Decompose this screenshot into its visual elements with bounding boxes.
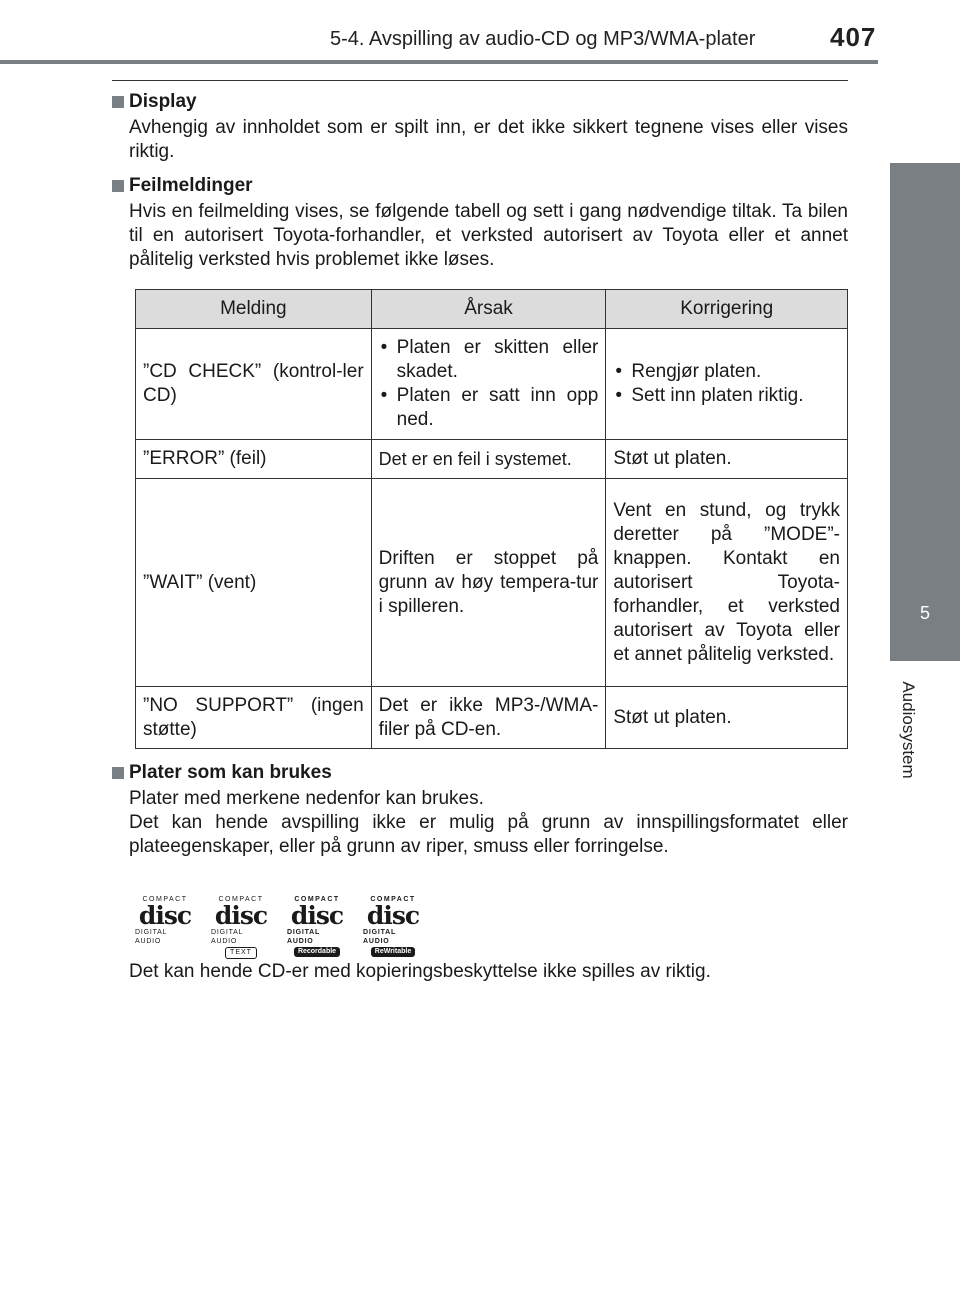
cause-cell: Det er ikke MP3-/WMA-filer på CD-en.	[371, 687, 606, 749]
heading-text: Display	[129, 91, 197, 112]
logo-sub-text: DIGITAL AUDIO	[211, 929, 244, 945]
cause-cell	[371, 329, 606, 440]
copy-protection-note: Det kan hende CD-er med kopieringsbeskyttelse ikke spilles av riktig.	[129, 961, 711, 982]
table-header-row	[136, 290, 848, 329]
table-row	[136, 687, 848, 749]
message-cell: ”ERROR” (feil)	[136, 440, 372, 479]
list-item: • Platen er skitten eller skadet.	[379, 336, 599, 384]
list-item: • Rengjør platen.	[613, 360, 840, 384]
column-header: Korrigering	[606, 290, 848, 329]
logo-disc-text: disc	[214, 901, 268, 930]
discs-text-1: Plater med merkene nedenfor kan brukes.	[129, 788, 484, 809]
display-text: Avhengig av innholdet som er spilt inn, er det ikke sikkert tegnene vises eller vises riktig.	[129, 117, 848, 162]
section-errors	[112, 175, 848, 272]
page-header-title: 5-4. Avspilling av audio-CD og MP3/WMA-plater	[330, 28, 756, 50]
errors-text: Hvis en feilmelding vises, se følgende tabell og sett i gang nødvendige tiltak. Ta bilen til en autorisert Toyota-forhandler, et verksted autorisert av Toyota eller et annet pålitelig verksted hvis problemet ikke løses.	[129, 201, 848, 270]
section-heading	[112, 175, 848, 197]
fix-cell	[606, 329, 848, 440]
table-row	[136, 329, 848, 440]
compact-disc-text-logo	[211, 895, 271, 956]
section-discs	[112, 762, 848, 859]
side-tab-number: 5	[919, 603, 930, 623]
page-number: 407	[830, 22, 877, 52]
fix-cell: Støt ut platen.	[606, 687, 848, 749]
table-row	[136, 440, 848, 479]
compact-disc-logo	[135, 895, 195, 947]
content-rule	[112, 80, 848, 81]
compact-disc-rewritable-logo	[363, 895, 423, 955]
heading-text: Feilmeldinger	[129, 175, 253, 196]
logo-badge: Recordable	[294, 947, 340, 957]
logo-disc-text: disc	[138, 901, 192, 930]
message-cell: ”CD CHECK” (kontrol-ler CD)	[136, 329, 372, 440]
section-display	[112, 91, 848, 164]
logo-sub-text: DIGITAL AUDIO	[363, 929, 396, 945]
disc-logos	[135, 895, 423, 956]
cause-cell: Driften er stoppet på grunn av høy tempera-tur i spilleren.	[371, 479, 606, 687]
list-item: • Platen er satt inn opp ned.	[379, 384, 599, 432]
heading-text: Plater som kan brukes	[129, 762, 332, 783]
message-cell: ”WAIT” (vent)	[136, 479, 372, 687]
error-message-table	[135, 289, 848, 749]
square-bullet-icon	[112, 96, 124, 108]
logo-compact-text: COMPACT	[370, 896, 416, 903]
list-item: • Sett inn platen riktig.	[613, 384, 840, 408]
logo-badge: ReWritable	[371, 947, 415, 957]
logo-badge: TEXT	[225, 947, 257, 959]
logo-compact-text: COMPACT	[142, 896, 188, 903]
compact-disc-recordable-logo	[287, 895, 347, 955]
fix-cell: Støt ut platen.	[606, 440, 848, 479]
square-bullet-icon	[112, 767, 124, 779]
logo-disc-text: disc	[366, 901, 420, 930]
logo-sub-text: DIGITAL AUDIO	[287, 929, 320, 945]
side-tab	[890, 163, 960, 661]
logo-disc-text: disc	[290, 901, 344, 930]
header-rule	[0, 60, 878, 64]
section-heading	[112, 762, 848, 784]
section-copy-note	[112, 957, 848, 984]
message-cell: ”NO SUPPORT” (ingen støtte)	[136, 687, 372, 749]
logo-compact-text: COMPACT	[294, 896, 340, 903]
column-header: Melding	[136, 290, 372, 329]
square-bullet-icon	[112, 180, 124, 192]
logo-compact-text: COMPACT	[218, 896, 264, 903]
section-heading	[112, 91, 848, 113]
side-tab-label-wrap	[897, 672, 919, 788]
column-header: Årsak	[371, 290, 606, 329]
table-row	[136, 479, 848, 687]
side-tab-label: Audiosystem	[899, 681, 918, 779]
logo-sub-text: DIGITAL AUDIO	[135, 929, 168, 945]
fix-cell: Vent en stund, og trykk deretter på ”MODE”-knappen. Kontakt en autorisert Toyota-forhandler, et verksted autorisert av Toyota eller et annet pålitelig verksted.	[606, 479, 848, 687]
cause-cell: Det er en feil i systemet.	[371, 440, 606, 479]
discs-text-2: Det kan hende avspilling ikke er mulig på grunn av innspillingsformatet eller plateegenskaper, eller på grunn av riper, smuss eller forringelse.	[129, 812, 848, 857]
